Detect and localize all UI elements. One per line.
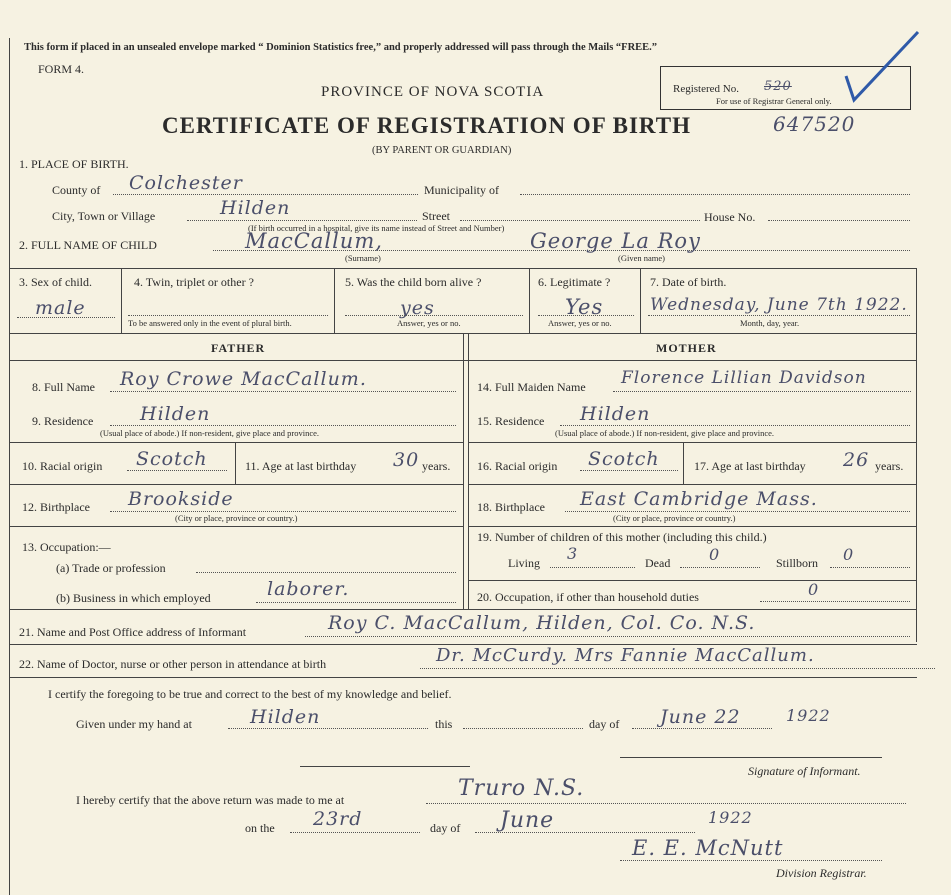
registrar-text: I hereby certify that the above return was made to me at bbox=[76, 793, 345, 807]
registered-label: Registered No. bbox=[673, 83, 739, 95]
mother-racial-label: 16. Racial origin bbox=[477, 459, 558, 473]
legitimate-note: Answer, yes or no. bbox=[548, 318, 612, 328]
city-label: City, Town or Village bbox=[52, 209, 156, 223]
children-label: 19. Number of children of this mother (including this child.) bbox=[477, 530, 767, 544]
registrar-signature: E. E. McNutt bbox=[632, 836, 784, 860]
informant-signature-label: Signature of Informant. bbox=[748, 764, 861, 778]
father-heading: FATHER bbox=[211, 341, 266, 355]
doctor-label: 22. Name of Doctor, nurse or other person in attendance at birth bbox=[19, 657, 327, 671]
house-label: House No. bbox=[704, 210, 756, 224]
municipality-label: Municipality of bbox=[424, 183, 499, 197]
child-surname: MacCallum, bbox=[245, 229, 383, 253]
business-label: (b) Business in which employed bbox=[56, 591, 211, 605]
county-label: County of bbox=[52, 183, 101, 197]
alive-value: yes bbox=[400, 297, 435, 319]
on-the-label: on the bbox=[245, 821, 275, 835]
mother-age-value: 26 bbox=[843, 449, 870, 471]
trade-label: (a) Trade or profession bbox=[56, 561, 166, 575]
surname-note: (Surname) bbox=[345, 253, 381, 263]
alive-label: 5. Was the child born alive ? bbox=[345, 275, 482, 289]
father-name-value: Roy Crowe MacCallum. bbox=[120, 368, 367, 390]
father-years: years. bbox=[422, 459, 451, 473]
day-of-label: day of bbox=[589, 717, 620, 731]
registrar-place-value: Truro N.S. bbox=[458, 776, 585, 801]
date-of-birth-value: Wednesday, June 7th 1922. bbox=[650, 295, 908, 315]
mother-residence-value: Hilden bbox=[580, 403, 651, 425]
father-birthplace-value: Brookside bbox=[128, 488, 234, 510]
business-value: laborer. bbox=[267, 578, 350, 600]
mail-notice: This form if placed in an unsealed envelope marked “ Dominion Statistics free,” and properly addressed will pass through the Mails “FREE.” bbox=[24, 42, 658, 53]
handwritten-number: 647520 bbox=[773, 112, 856, 136]
given-place-value: Hilden bbox=[250, 706, 321, 728]
father-residence-note: (Usual place of abode.) If non-resident, give place and province. bbox=[100, 428, 320, 438]
certificate-title: CERTIFICATE OF REGISTRATION OF BIRTH bbox=[162, 113, 691, 138]
alive-note: Answer, yes or no. bbox=[397, 318, 461, 328]
twin-note: To be answered only in the event of plural birth. bbox=[128, 318, 292, 328]
mother-residence-label: 15. Residence bbox=[477, 414, 545, 428]
sex-label: 3. Sex of child. bbox=[19, 275, 92, 289]
father-birthplace-label: 12. Birthplace bbox=[22, 500, 90, 514]
mother-occupation-label: 20. Occupation, if other than household duties bbox=[477, 590, 699, 604]
mother-birthplace-note: (City or place, province or country.) bbox=[613, 513, 736, 523]
mother-residence-note: (Usual place of abode.) If non-resident, give place and province. bbox=[555, 428, 775, 438]
this-label: this bbox=[435, 717, 453, 731]
informant-value: Roy C. MacCallum, Hilden, Col. Co. N.S. bbox=[328, 612, 756, 634]
father-residence-value: Hilden bbox=[140, 403, 211, 425]
father-age-value: 30 bbox=[393, 449, 420, 471]
given-label: Given under my hand at bbox=[76, 717, 192, 731]
father-occupation-label: 13. Occupation:— bbox=[22, 540, 111, 554]
date-of-birth-label: 7. Date of birth. bbox=[650, 275, 727, 289]
registrar-signature-label: Division Registrar. bbox=[776, 866, 867, 880]
child-given-name: George La Roy bbox=[530, 229, 701, 253]
left-border bbox=[9, 38, 10, 895]
certify-text: I certify the foregoing to be true and correct to the best of my knowledge and belief. bbox=[48, 687, 452, 701]
registrar-year-value: 1922 bbox=[708, 808, 753, 827]
mother-age-label: 17. Age at last birthday bbox=[694, 459, 806, 473]
mother-birthplace-label: 18. Birthplace bbox=[477, 500, 545, 514]
dead-label: Dead bbox=[645, 556, 671, 570]
twin-label: 4. Twin, triplet or other ? bbox=[134, 275, 254, 289]
legitimate-label: 6. Legitimate ? bbox=[538, 275, 611, 289]
registrar-note: For use of Registrar General only. bbox=[716, 96, 832, 106]
sex-value: male bbox=[35, 297, 86, 319]
province: PROVINCE OF NOVA SCOTIA bbox=[321, 84, 545, 100]
living-label: Living bbox=[508, 556, 540, 570]
registrar-day-value: 23rd bbox=[313, 808, 363, 830]
registered-value: 520 bbox=[764, 79, 792, 94]
street-label: Street bbox=[422, 209, 450, 223]
legitimate-value: Yes bbox=[565, 295, 604, 319]
registrar-day-of-label: day of bbox=[430, 821, 461, 835]
mother-racial-value: Scotch bbox=[588, 448, 660, 470]
check-mark-icon bbox=[840, 28, 925, 108]
stillborn-value: 0 bbox=[843, 545, 855, 564]
given-year-value: 1922 bbox=[786, 706, 831, 725]
registrar-month-value: June bbox=[500, 808, 555, 833]
city-value: Hilden bbox=[220, 197, 291, 219]
place-of-birth-label: 1. PLACE OF BIRTH. bbox=[19, 157, 129, 171]
father-residence-label: 9. Residence bbox=[32, 414, 94, 428]
father-name-label: 8. Full Name bbox=[32, 380, 95, 394]
mother-birthplace-value: East Cambridge Mass. bbox=[580, 488, 818, 510]
mother-name-value: Florence Lillian Davidson bbox=[621, 368, 867, 388]
mother-heading: MOTHER bbox=[656, 341, 717, 355]
stillborn-label: Stillborn bbox=[776, 556, 819, 570]
form-number: FORM 4. bbox=[38, 62, 85, 76]
mother-years: years. bbox=[875, 459, 904, 473]
county-value: Colchester bbox=[129, 172, 243, 194]
given-date-value: June 22 bbox=[660, 706, 741, 728]
date-note: Month, day, year. bbox=[740, 318, 800, 328]
child-name-label: 2. FULL NAME OF CHILD bbox=[19, 238, 157, 252]
father-age-label: 11. Age at last birthday bbox=[245, 459, 357, 473]
father-racial-label: 10. Racial origin bbox=[22, 459, 103, 473]
doctor-value: Dr. McCurdy. Mrs Fannie MacCallum. bbox=[436, 645, 815, 666]
mother-occupation-value: 0 bbox=[808, 580, 820, 599]
mother-name-label: 14. Full Maiden Name bbox=[477, 380, 586, 394]
father-birthplace-note: (City or place, province or country.) bbox=[175, 513, 298, 523]
hospital-note: (If birth occurred in a hospital, give its name instead of Street and Number) bbox=[248, 223, 505, 233]
informant-label: 21. Name and Post Office address of Informant bbox=[19, 625, 247, 639]
father-racial-value: Scotch bbox=[136, 448, 208, 470]
certificate-subtitle: (BY PARENT OR GUARDIAN) bbox=[372, 145, 512, 156]
living-value: 3 bbox=[567, 544, 579, 563]
dead-value: 0 bbox=[709, 545, 721, 564]
given-note: (Given name) bbox=[618, 253, 665, 263]
